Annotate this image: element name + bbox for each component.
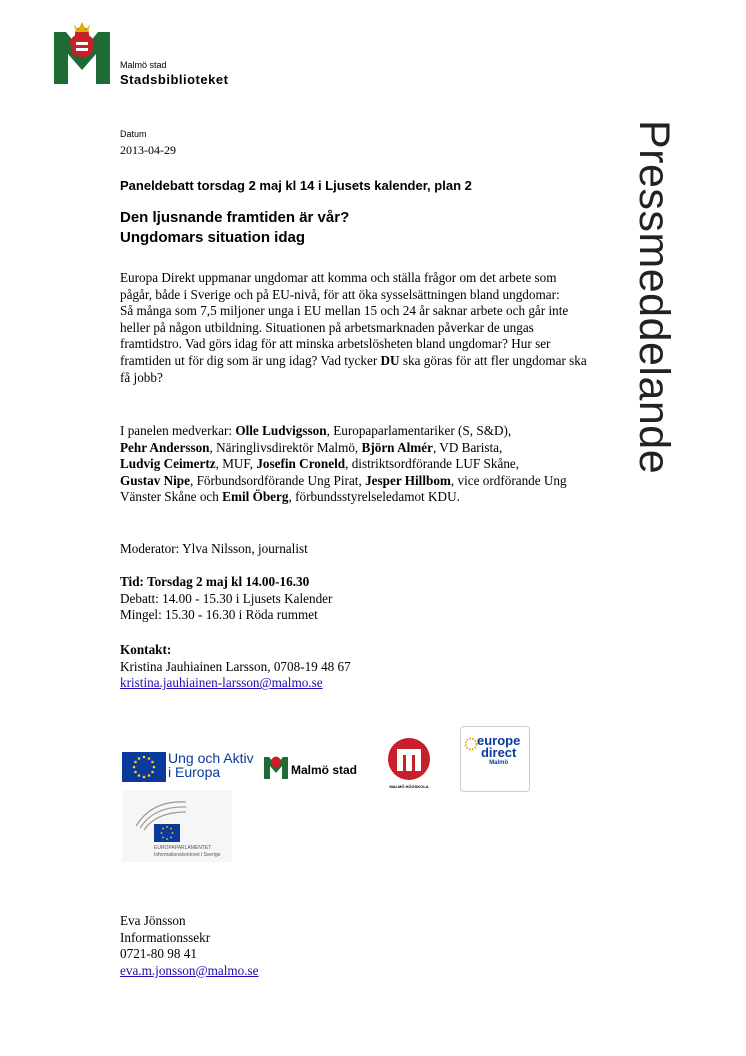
title-line-1: Den ljusnande framtiden är vår? bbox=[120, 209, 350, 226]
panel-member-name: Olle Ludvigsson bbox=[235, 423, 327, 438]
panel-member-name: Josefin Croneld bbox=[256, 456, 346, 472]
malmo-emblem-small-icon bbox=[263, 752, 289, 780]
time-heading-text: Tid: Torsdag 2 maj kl 14.00-16.30 bbox=[120, 574, 310, 589]
panel-member-name: Pehr Andersson bbox=[120, 439, 210, 455]
star-ring-icon bbox=[464, 737, 478, 751]
panel-member-role: , distriktsordförande LUF Skåne, bbox=[345, 456, 520, 472]
ep-logo-line-2: Informationskontoret i Sverige bbox=[154, 852, 221, 858]
ed-logo-line-1: europe bbox=[477, 733, 521, 748]
panel-member-name: Björn Almér bbox=[361, 439, 433, 455]
intro-paragraph-1: Europa Direkt uppmanar ungdomar att komma och ställa frågor om det arbete som pågår, både i Sverige och på EU-nivå, för att öka sysselsättningen bland ungdomar: bbox=[120, 270, 560, 302]
ed-logo-line-2: direct bbox=[480, 745, 517, 760]
event-headline: Paneldebatt torsdag 2 maj kl 14 i Ljusets kalender, plan 2 bbox=[120, 178, 472, 193]
title-line-2: Ungdomars situation idag bbox=[120, 229, 306, 246]
signature-email-link[interactable]: eva.m.jonsson@malmo.se bbox=[120, 962, 259, 978]
date-label: Datum bbox=[120, 129, 147, 139]
moderator-line: Moderator: Ylva Nilsson, journalist bbox=[120, 541, 308, 556]
panel-member-name: Jesper Hillbom bbox=[365, 472, 451, 488]
mah-emblem-icon bbox=[385, 737, 433, 783]
time-line-debate: Debatt: 14.00 - 15.30 i Ljusets Kalender bbox=[120, 590, 333, 606]
panel-member-role: , MUF, bbox=[215, 456, 257, 472]
malmo-stad-logo bbox=[263, 752, 363, 782]
panel-member-role: , Näringlivsdirektör Malmö, bbox=[209, 439, 362, 455]
date-value: 2013-04-29 bbox=[120, 143, 176, 157]
signature-name: Eva Jönsson bbox=[120, 913, 186, 928]
malmo-hogskola-logo bbox=[385, 737, 433, 793]
vertical-title-text: Pressmeddelande bbox=[630, 120, 678, 475]
panel-member-name: Gustav Nipe bbox=[120, 472, 190, 488]
panel-member-role: , förbundsstyrelseledamot KDU. bbox=[288, 489, 460, 505]
intro-text-a: Så många som 7,5 miljoner unga i EU mellan 15 och 24 år saknar arbete och går inte heller på någon utbildning. Situationen på arbetsmarknaden påverkar de ungas framtidstro. Vad görs idag för att minska arbetslösheten bland ungdomar? Hur ser framtiden ut för dig som är ung idag? Vad tycker bbox=[120, 303, 569, 368]
panel-paragraph bbox=[120, 423, 590, 506]
panel-member-name: Emil Öberg bbox=[222, 489, 289, 505]
contact-heading-text: Kontakt: bbox=[120, 642, 172, 657]
intro-text bbox=[120, 270, 590, 386]
contact-email-link[interactable]: kristina.jauhiainen-larsson@malmo.se bbox=[120, 675, 323, 691]
time-heading bbox=[120, 574, 590, 591]
signature-title: Informationssekr bbox=[120, 929, 211, 945]
parliament-emblem-icon bbox=[132, 796, 192, 846]
time-line-mingle: Mingel: 15.30 - 16.30 i Röda rummet bbox=[120, 607, 318, 623]
contact-line: Kristina Jauhiainen Larsson, 0708-19 48 67 bbox=[120, 658, 351, 674]
org-name: Stadsbiblioteket bbox=[120, 72, 229, 87]
ed-logo-line-3: Malmö bbox=[489, 760, 509, 766]
contact-heading bbox=[120, 642, 590, 659]
time-block bbox=[120, 574, 590, 624]
panel-member-role: , Förbundsordförande Ung Pirat, bbox=[189, 472, 366, 488]
contact-email-row bbox=[120, 675, 590, 692]
panel-member-role: , VD Barista, bbox=[432, 439, 503, 455]
europe-direct-logo bbox=[460, 726, 530, 792]
contact-block bbox=[120, 642, 590, 692]
ep-logo-line-1: EUROPAPARLAMENTET bbox=[154, 845, 212, 851]
signature-phone: 0721-80 98 41 bbox=[120, 946, 197, 962]
ung-och-aktiv-logo bbox=[122, 749, 262, 785]
signature-block bbox=[120, 913, 590, 979]
panel-lead: I panelen medverkar: bbox=[120, 423, 236, 438]
intro-emphasis: DU bbox=[380, 352, 400, 368]
malmo-logo-text: Malmö stad bbox=[291, 763, 358, 777]
mah-logo-text: MALMÖ HÖGSKOLA bbox=[389, 784, 429, 789]
panel-member-name: Ludvig Ceimertz bbox=[120, 456, 216, 472]
malmo-emblem-logo bbox=[52, 20, 112, 86]
europaparlamentet-logo bbox=[122, 790, 232, 862]
intro-text-b: ska göras för att fler ungdomar ska få jobb? bbox=[120, 352, 587, 385]
panel-member-role: , vice ordförande Ung Vänster Skåne och bbox=[120, 472, 567, 505]
intro-paragraph-2 bbox=[120, 303, 590, 386]
ung-logo-line-2: i Europa bbox=[168, 764, 221, 780]
org-small-label: Malmö stad bbox=[120, 60, 167, 70]
ung-logo-line-1: Ung och Aktiv bbox=[168, 750, 254, 766]
signature-email-row bbox=[120, 963, 590, 980]
panel-member-role: , Europaparlamentariker (S, S&D), bbox=[326, 423, 512, 438]
vertical-press-release-title bbox=[632, 120, 682, 560]
panel-members bbox=[120, 423, 590, 506]
